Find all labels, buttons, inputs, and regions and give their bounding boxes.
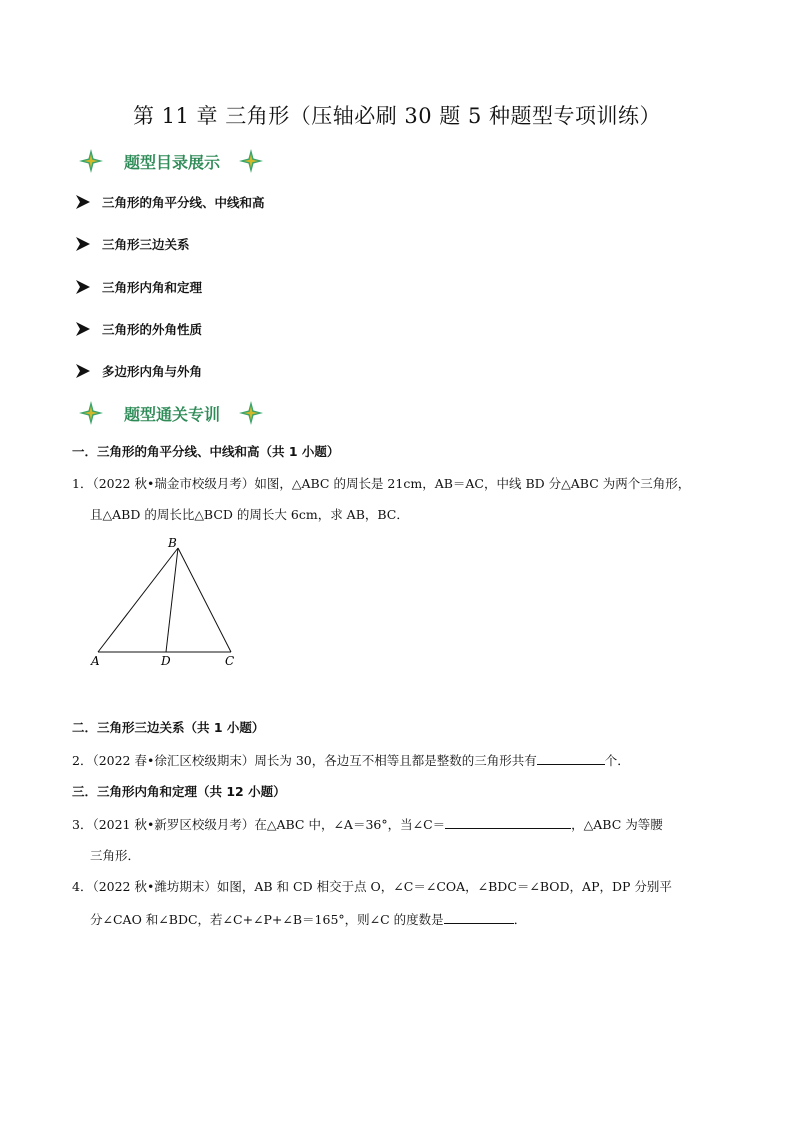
toc-item-label: 三角形三边关系 bbox=[102, 237, 190, 252]
toc-item-label: 三角形的角平分线、中线和高 bbox=[102, 195, 265, 210]
point-label-d: D bbox=[161, 654, 171, 668]
page-title: 第 11 章 三角形（压轴必刷 30 题 5 种题型专项训练） bbox=[132, 104, 662, 128]
arrow-bullet-icon bbox=[74, 320, 92, 338]
toc-item bbox=[74, 319, 202, 339]
triangle-figure bbox=[86, 532, 246, 672]
sparkle-star-icon bbox=[238, 148, 264, 174]
sparkle-star-icon bbox=[78, 400, 104, 426]
section-header-drill bbox=[78, 400, 264, 426]
sparkle-star-icon bbox=[78, 148, 104, 174]
toc-item bbox=[74, 277, 202, 297]
question-4-tail: ． bbox=[513, 912, 527, 927]
category-heading: 一．三角形的角平分线、中线和高（共 1 小题） bbox=[72, 444, 340, 459]
question-4-line-2 bbox=[90, 909, 526, 928]
question-3-text: 3．（2021 秋•新罗区校级月考）在△ABC 中，∠A＝36°，当∠C＝ bbox=[72, 817, 446, 832]
answer-blank[interactable] bbox=[444, 909, 514, 924]
question-3 bbox=[72, 814, 663, 833]
question-3-line-2: 三角形． bbox=[90, 848, 141, 863]
question-4-text: 分∠CAO 和∠BDC，若∠C+∠P+∠B＝165°，则∠C 的度数是 bbox=[90, 912, 444, 927]
toc-item bbox=[74, 234, 190, 254]
category-heading: 二．三角形三边关系（共 1 小题） bbox=[72, 720, 265, 735]
toc-header-label: 题型目录展示 bbox=[124, 152, 221, 172]
drill-header-label: 题型通关专训 bbox=[124, 404, 221, 424]
toc-item bbox=[74, 192, 265, 212]
question-2 bbox=[72, 750, 630, 769]
answer-blank[interactable] bbox=[537, 750, 605, 765]
question-2-text: 2．（2022 春•徐汇区校级期末）周长为 30，各边互不相等且都是整数的三角形共有 bbox=[72, 753, 537, 768]
toc-item-label: 三角形的外角性质 bbox=[102, 322, 203, 337]
toc-item bbox=[74, 361, 202, 381]
question-1-line-1: 1．（2022 秋•瑞金市校级月考）如图，△ABC 的周长是 21cm，AB＝AC，中线 BD 分△ABC 为两个三角形， bbox=[72, 476, 691, 491]
section-header-toc bbox=[78, 148, 264, 174]
arrow-bullet-icon bbox=[74, 278, 92, 296]
point-label-c: C bbox=[225, 654, 235, 668]
arrow-bullet-icon bbox=[74, 362, 92, 380]
arrow-bullet-icon bbox=[74, 235, 92, 253]
question-2-tail: 个． bbox=[604, 753, 630, 768]
answer-blank[interactable] bbox=[445, 814, 571, 829]
question-1-line-2: 且△ABD 的周长比△BCD 的周长大 6cm，求 AB，BC． bbox=[90, 507, 409, 522]
segment-ab bbox=[98, 548, 178, 652]
point-label-a: A bbox=[91, 654, 100, 668]
question-3-tail: ，△ABC 为等腰 bbox=[571, 817, 663, 832]
toc-item-label: 三角形内角和定理 bbox=[102, 280, 203, 295]
segment-bc bbox=[178, 548, 231, 652]
median-bd bbox=[166, 548, 178, 652]
arrow-bullet-icon bbox=[74, 193, 92, 211]
sparkle-star-icon bbox=[238, 400, 264, 426]
question-4-line-1: 4．（2022 秋•潍坊期末）如图，AB 和 CD 相交于点 O，∠C＝∠COA，∠BDC＝∠BOD，AP，DP 分别平 bbox=[72, 879, 672, 894]
toc-item-label: 多边形内角与外角 bbox=[102, 364, 203, 379]
category-heading: 三．三角形内角和定理（共 12 小题） bbox=[72, 784, 286, 799]
point-label-b: B bbox=[168, 536, 177, 550]
